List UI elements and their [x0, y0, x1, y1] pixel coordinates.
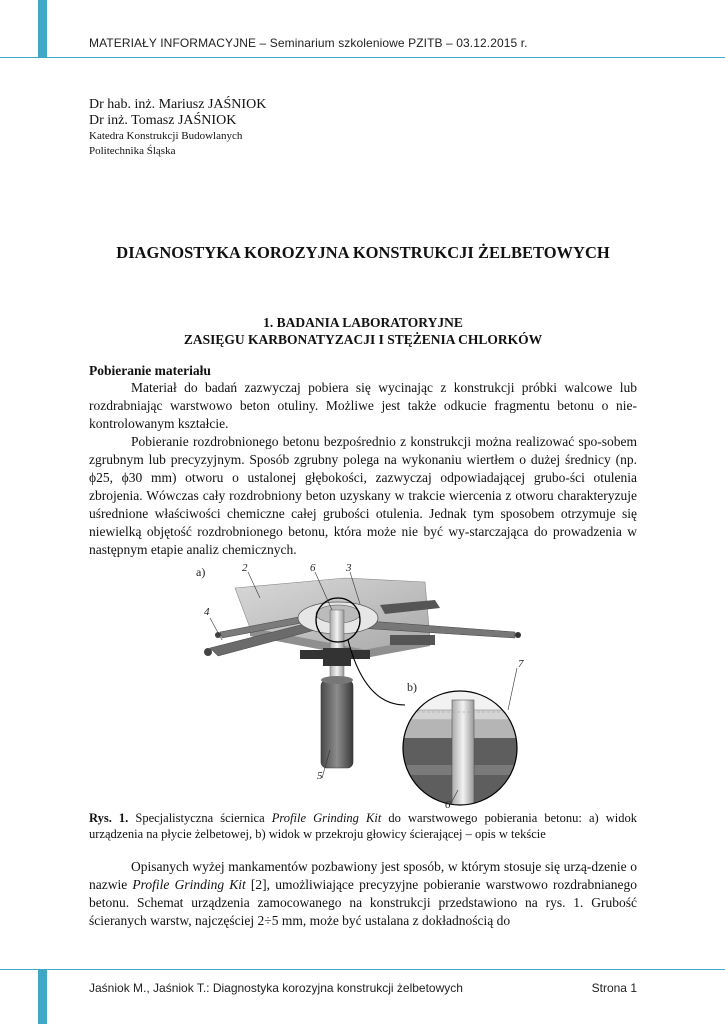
caption-device-name: Profile Grinding Kit: [271, 811, 382, 825]
section-detail: [400, 688, 522, 810]
drill-motor: [321, 680, 353, 768]
section-heading-line2: ZASIĘGU KARBONATYZACJI I STĘŻENIA CHLORKÓW: [183, 332, 543, 347]
figure-grinding-kit: [190, 560, 535, 810]
device-name: Profile Grinding Kit: [132, 877, 246, 892]
header-rule: [0, 57, 725, 58]
figure-label-a: a): [196, 565, 206, 579]
callout-6-top: 6: [310, 562, 316, 574]
authors-block: [89, 97, 266, 159]
footer-rule: [0, 969, 725, 970]
paragraph: Materiał do badań zazwyczaj pobiera się wycinając z konstrukcji próbki walcowe lub rozdrabniając warstwowo beton otuliny. Możliwe jest także odkucie fragmentu betonu o nie-kontrolowanym kształcie.: [89, 380, 637, 431]
caption-label: Rys. 1.: [89, 811, 129, 825]
paragraph: Pobieranie rozdrobnionego betonu bezpośrednio z konstrukcji można realizować spo-sobem zgrubnym lub precyzyjnym. Sposób zgrubny polega na wykonaniu wiertłem o dużej średnicy (np. ϕ25, ϕ30 mm) otworu o ustalonej głębokości, zazwyczaj odpowiadającej grubo-ści otulenia zbrojenia. Wówczas cały rozdrobniony beton uzyskany w trakcie wiercenia z otworu charakteryzuje uśrednione właściwości chemiczne całej grubości otulenia. Jednak tym sposobem otrzymuje się niewielką objętość rozdrobnionego betonu, która może nie być wy-starczająca do prowadzenia w następnym etapie analiz chemicznych.: [89, 434, 637, 557]
author-name: Dr inż. Tomasz JAŚNIOK: [89, 113, 237, 128]
footer-accent-bar: [38, 969, 47, 1024]
author-name: Dr hab. inż. Mariusz JAŚNIOK: [89, 97, 267, 112]
callout-7: 7: [518, 658, 524, 670]
section-heading: [89, 314, 637, 348]
affiliation-dept: Katedra Konstrukcji Budowlanych: [89, 130, 243, 142]
subsection-heading: Pobieranie materiału: [89, 363, 211, 378]
header-text: MATERIAŁY INFORMACYJNE – Seminarium szkoleniowe PZITB – 03.12.2015 r.: [89, 36, 528, 50]
figure-label-b: b): [407, 680, 417, 694]
body-text-bottom: [89, 858, 637, 930]
header-accent-bar: [38, 0, 47, 57]
figure-caption: Rys. 1. Specjalistyczna ściernica Profile Grinding Kit do warstwowego pobierania betonu: a) widok urządzenia na płycie żelbetowej, b) widok w przekroju głowicy ścierającej – opis w tekście: [89, 811, 638, 841]
callout-4: 4: [204, 606, 210, 618]
section-heading-line1: 1. BADANIA LABORATORYJNE: [263, 315, 463, 330]
callout-5: 5: [317, 770, 323, 782]
affiliation-univ: Politechnika Śląska: [89, 145, 176, 157]
footer-text: Jaśniok M., Jaśniok T.: Diagnostyka korozyjna konstrukcji żelbetowych: [89, 981, 463, 995]
paper-title: DIAGNOSTYKA KOROZYJNA KONSTRUKCJI ŻELBETOWYCH: [116, 243, 610, 262]
paragraph: Opisanych wyżej mankamentów pozbawiony jest sposób, w którym stosuje się urzą-dzenie o nazwie Profile Grinding Kit [2], umożliwiające precyzyjne pobieranie warstwowo rozdrabnianego betonu. Schemat urządzenia zamocowanego na konstrukcji przedstawiono na rys. 1. Grubość ścieranych warstw, najczęściej 2÷5 mm, może być ustalana z dokładnością do: [89, 859, 637, 928]
callout-2: 2: [242, 562, 248, 574]
callout-3: 3: [346, 562, 352, 574]
page-number: Strona 1: [591, 981, 637, 995]
body-text-top: [89, 379, 637, 559]
callout-6-bottom: 6: [445, 799, 451, 810]
drill-shaft: [330, 610, 344, 682]
